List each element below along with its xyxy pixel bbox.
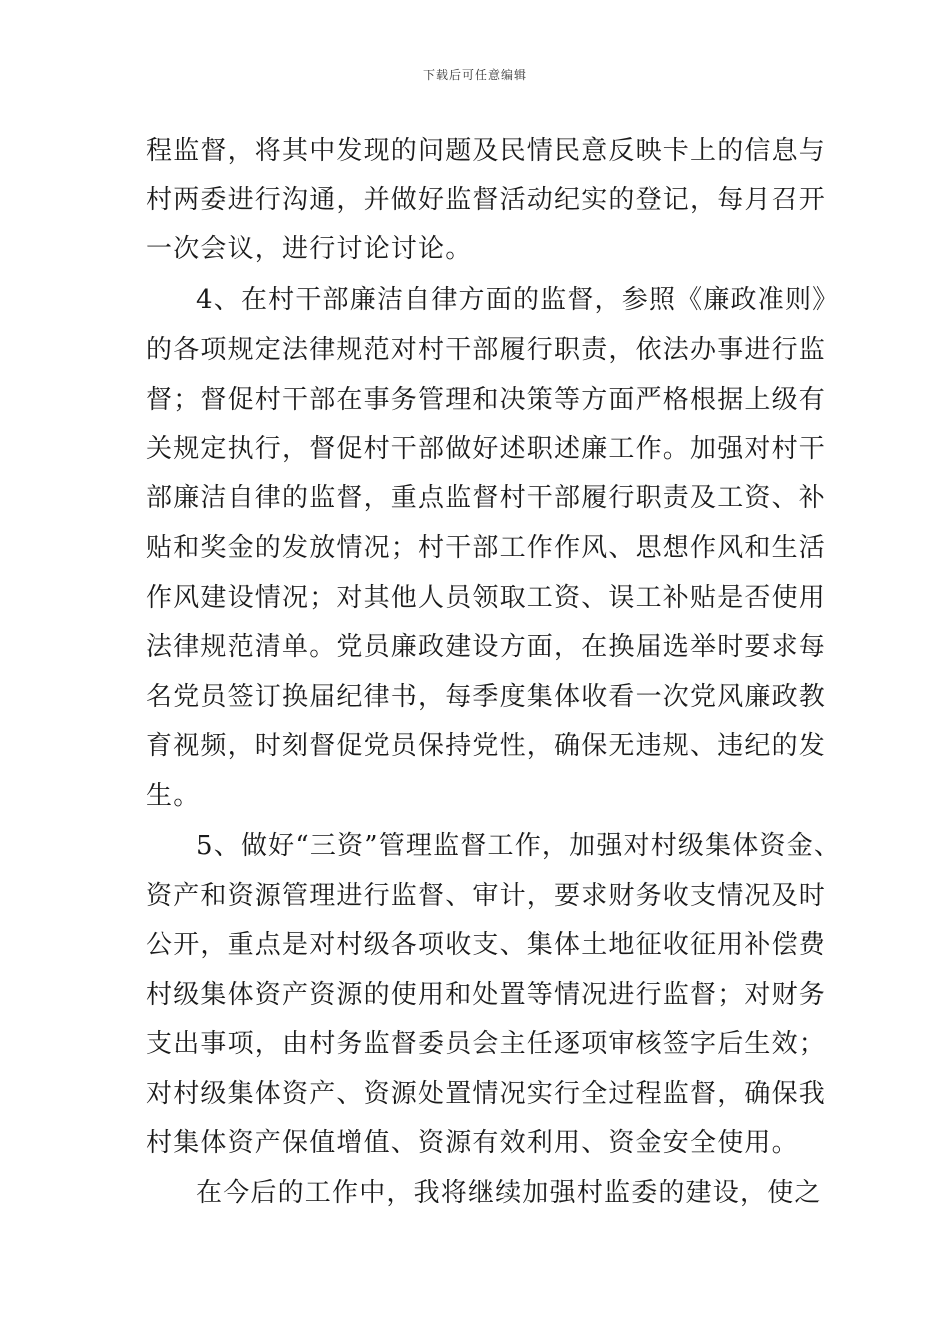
body-line: 公开，重点是对村级各项收支、集体土地征收征用补偿费 xyxy=(146,930,827,960)
body-line: 资产和资源管理进行监督、审计，要求财务收支情况及时 xyxy=(146,881,827,911)
body-line: 法律规范清单。党员廉政建设方面，在换届选举时要求每 xyxy=(146,632,827,662)
body-line: 村级集体资产资源的使用和处置等情况进行监督；对财务 xyxy=(146,980,827,1010)
body-line: 村两委进行沟通，并做好监督活动纪实的登记，每月召开 xyxy=(146,185,827,215)
body-line: 督；督促村干部在事务管理和决策等方面严格根据上级有 xyxy=(146,385,827,415)
body-line: 支出事项，由村务监督委员会主任逐项审核签字后生效； xyxy=(146,1029,827,1059)
body-line: 对村级集体资产、资源处置情况实行全过程监督，确保我 xyxy=(146,1079,827,1109)
body-line: 程监督，将其中发现的问题及民情民意反映卡上的信息与 xyxy=(146,136,827,166)
body-line: 贴和奖金的发放情况；村干部工作作风、思想作风和生活 xyxy=(146,533,827,563)
page-header: 下载后可任意编辑 xyxy=(422,68,527,82)
body-line: 名党员签订换届纪律书，每季度集体收看一次党风廉政教 xyxy=(146,682,827,712)
body-line: 一次会议，进行讨论讨论。 xyxy=(146,234,473,264)
body-line: 村集体资产保值增值、资源有效利用、资金安全使用。 xyxy=(146,1128,799,1158)
body-line: 作风建设情况；对其他人员领取工资、误工补贴是否使用 xyxy=(146,583,827,613)
body-line: 5、做好“三资”管理监督工作，加强对村级集体资金、 xyxy=(196,831,842,861)
body-line: 的各项规定法律规范对村干部履行职责，依法办事进行监 xyxy=(146,335,827,365)
body-line: 4、在村干部廉洁自律方面的监督，参照《廉政准则》 xyxy=(196,285,840,315)
body-line: 育视频，时刻督促党员保持党性，确保无违规、违纪的发 xyxy=(146,731,827,761)
body-line: 生。 xyxy=(146,781,201,811)
body-line: 在今后的工作中，我将继续加强村监委的建设，使之 xyxy=(196,1178,822,1208)
body-line: 部廉洁自律的监督，重点监督村干部履行职责及工资、补 xyxy=(146,483,827,513)
body-line: 关规定执行，督促村干部做好述职述廉工作。加强对村干 xyxy=(146,434,827,464)
